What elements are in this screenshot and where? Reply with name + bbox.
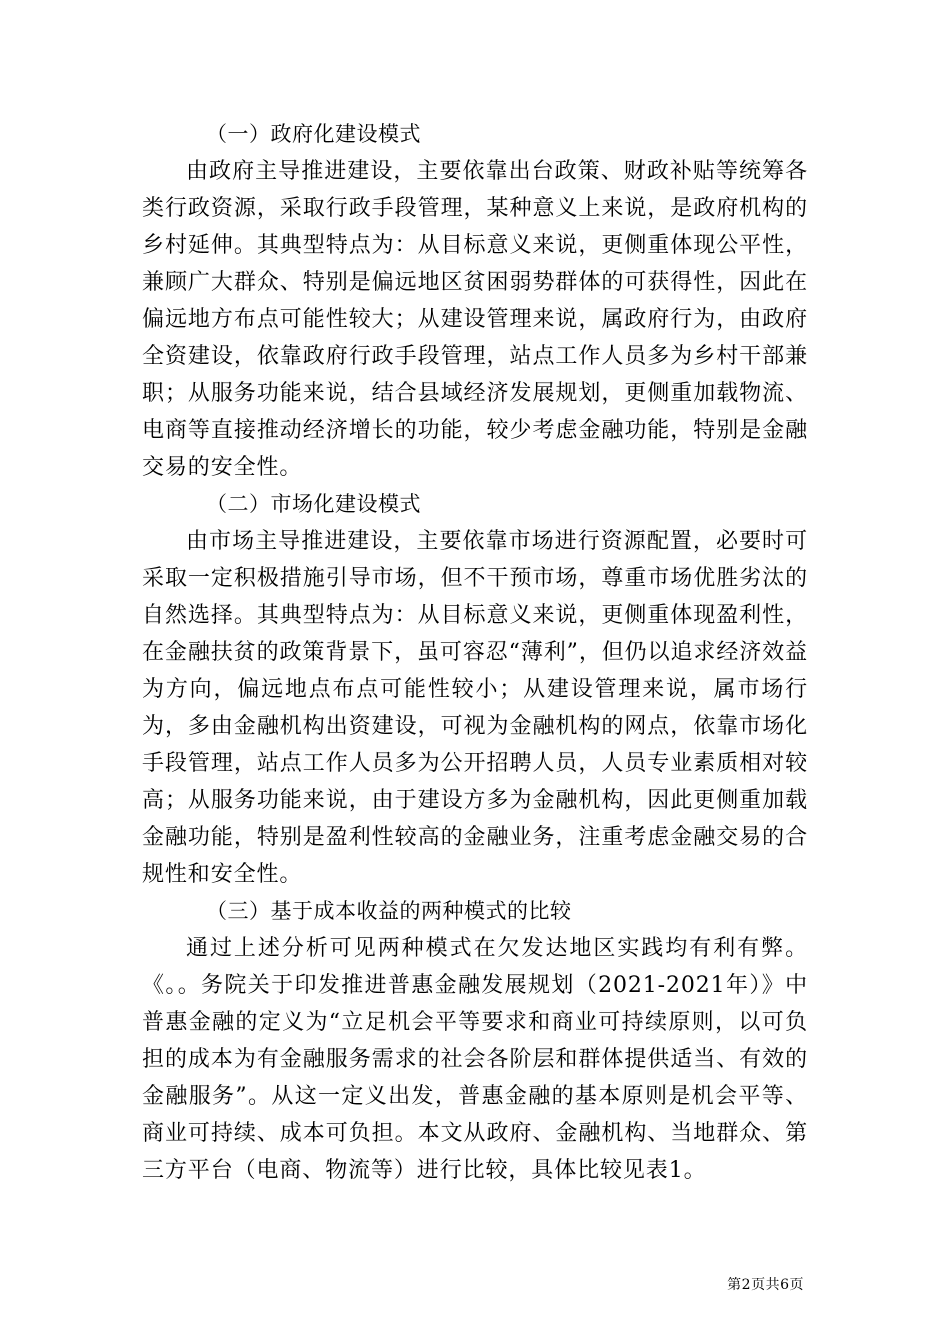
section-heading: （三）基于成本收益的两种模式的比较 <box>206 899 572 923</box>
section-market-model <box>142 486 808 893</box>
section-paragraph: 由市场主导推进建设，主要依靠市场进行资源配置，必要时可采取一定积极措施引导市场，但不干预市场，尊重市场优胜劣汰的自然选择。其典型特点为：从目标意义来说，更侧重体现盈利性，在金融扶贫的政策背景下，虽可容忍“薄利”，但仍以追求经济效益为方向，偏远地点布点可能性较小；从建设管理来说，属市场行为，多由金融机构出资建设，可视为金融机构的网点，依靠市场化手段管理，站点工作人员多为公开招聘人员，人员专业素质相对较高；从服务功能来说，由于建设方多为金融机构，因此更侧重加载金融功能，特别是盈利性较高的金融业务，注重考虑金融交易的合规性和安全性。 <box>142 529 808 887</box>
section-paragraph: 通过上述分析可见两种模式在欠发达地区实践均有利有弊。《。。务院关于印发推进普惠金融发展规划（2021-2021年）》中普惠金融的定义为“立足机会平等要求和商业可持续原则，以可负担的成本为有金融服务需求的社会各阶层和群体提供适当、有效的金融服务”。从这一定义出发，普惠金融的基本原则是机会平等、商业可持续、成本可负担。本文从政府、金融机构、当地群众、第三方平台（电商、物流等）进行比较，具体比较见表1。 <box>142 936 808 1183</box>
section-paragraph: 由政府主导推进建设，主要依靠出台政策、财政补贴等统筹各类行政资源，采取行政手段管理，某种意义上来说，是政府机构的乡村延伸。其典型特点为：从目标意义来说，更侧重体现公平性，兼顾广大群众、特别是偏远地区贫困弱势群体的可获得性，因此在偏远地方布点可能性较大；从建设管理来说，属政府行为，由政府全资建设，依靠政府行政手段管理，站点工作人员多为乡村干部兼职；从服务功能来说，结合县域经济发展规划，更侧重加载物流、电商等直接推动经济增长的功能，较少考虑金融功能，特别是金融交易的安全性。 <box>142 159 808 480</box>
section-government-model <box>142 116 808 486</box>
section-heading: （二）市场化建设模式 <box>206 492 421 516</box>
document-body <box>142 116 808 1189</box>
section-comparison <box>142 893 808 1189</box>
page-number-footer: 第2页共6页 <box>727 1277 804 1293</box>
section-heading: （一）政府化建设模式 <box>206 122 421 146</box>
